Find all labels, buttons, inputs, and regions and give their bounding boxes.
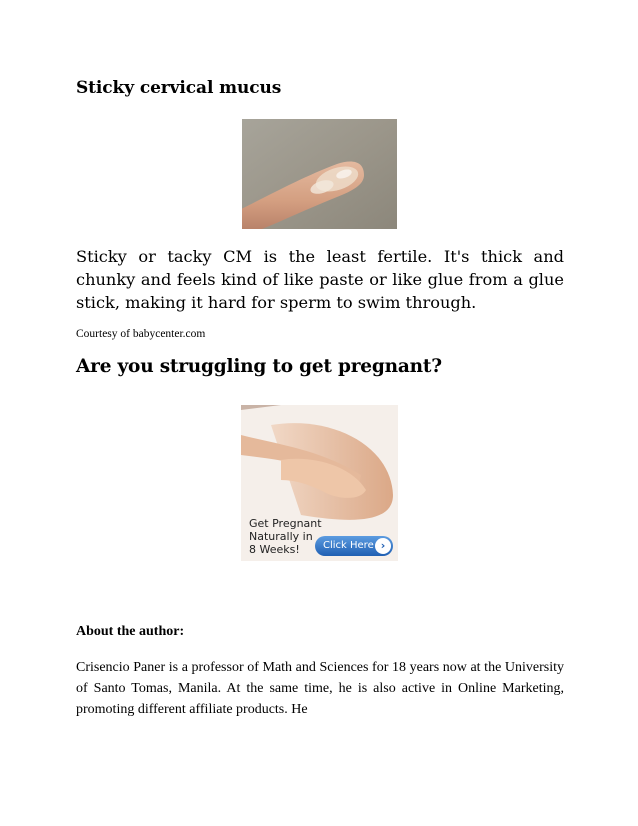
- chevron-right-icon: ›: [375, 538, 391, 554]
- credit-line: Courtesy of babycenter.com: [76, 328, 206, 340]
- click-here-label: Click Here: [323, 540, 374, 551]
- get-pregnant-ad-banner[interactable]: [241, 405, 398, 561]
- finger-mucus-photo: [242, 119, 397, 229]
- heading-struggling-pregnant: Are you struggling to get pregnant?: [76, 356, 442, 377]
- ad-line-3: 8 Weeks!: [249, 543, 300, 556]
- ad-line-2: Naturally in: [249, 530, 313, 543]
- heading-sticky-cervical-mucus: Sticky cervical mucus: [76, 78, 282, 98]
- click-here-button[interactable]: [315, 536, 393, 556]
- sticky-cm-description: Sticky or tacky CM is the least fertile. It's thick and chunky and feels kind of like paste or like glue from a glue stick, making it hard for sperm to swim through.: [76, 247, 564, 312]
- ad-line-1: Get Pregnant: [249, 517, 322, 530]
- author-bio: Crisencio Paner is a professor of Math and Sciences for 18 years now at the University of Santo Tomas, Manila. At the same time, he is also active in Online Marketing, promoting different affiliate products. He: [76, 660, 564, 717]
- author-heading: About the author:: [76, 624, 185, 639]
